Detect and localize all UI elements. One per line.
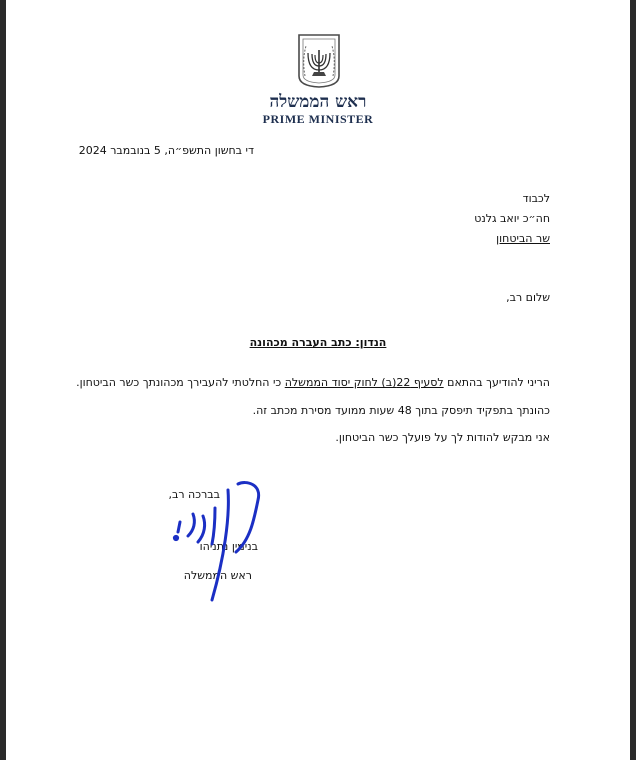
handwritten-signature	[168, 478, 268, 604]
letterhead-title-english: PRIME MINISTER	[262, 112, 374, 126]
letterhead-title-hebrew: ראש הממשלה	[269, 92, 367, 112]
recipient-name: חה״כ יואב גלנט	[474, 212, 550, 225]
signer-title: ראש הממשלה	[183, 569, 252, 582]
body-paragraph-3: אני מבקש להודות לך על פועלך כשר הביטחון.	[335, 431, 550, 444]
recipient-honorific: לכבוד	[522, 192, 550, 205]
date-line: די בחשון התשפ״ה, 5 בנובמבר 2024	[78, 144, 254, 157]
body-paragraph-1	[76, 376, 550, 389]
state-emblem-icon	[296, 32, 342, 88]
greeting: שלום רב,	[506, 291, 550, 304]
body-p1-start: הריני להודיעך בהתאם	[447, 376, 550, 389]
closing-regards: בברכה רב,	[168, 488, 220, 501]
recipient-title: שר הביטחון	[496, 232, 550, 245]
body-p1-end: כי החלטתי להעבירך מכהונתך כשר הביטחון.	[76, 376, 282, 389]
law-reference: לסעיף 22(ב) לחוק יסוד הממשלה	[284, 376, 444, 389]
subject-line: הנדון: כתב העברה מכהונה	[249, 336, 387, 349]
signer-name: בנימין נתניהו	[199, 540, 258, 553]
body-paragraph-2: כהונתך בתפקיד תיפסק בתוך 48 שעות ממועד מסירת מכתב זה.	[252, 404, 550, 417]
